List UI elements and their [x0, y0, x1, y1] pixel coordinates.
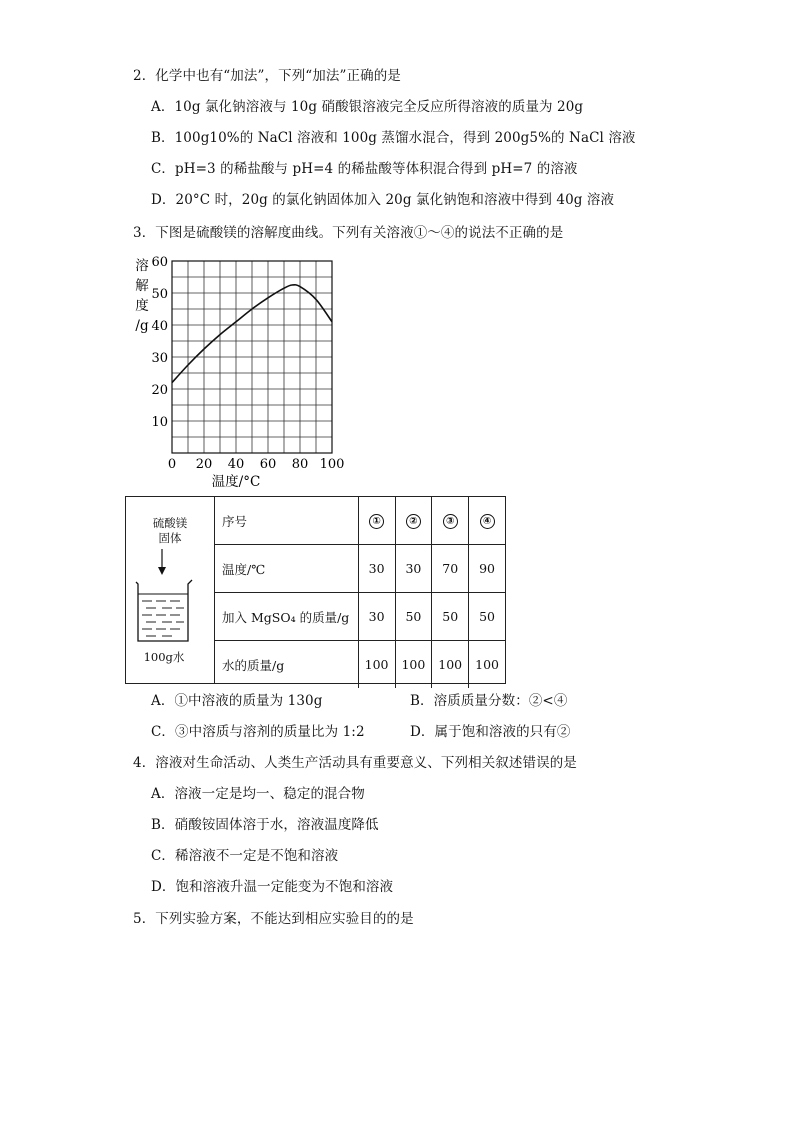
q3-option-b: B．溶质质量分数：②<④ — [410, 693, 568, 709]
experiment-table-block — [125, 496, 506, 684]
q4-option-a: A．溶液一定是均一、稳定的混合物 — [151, 786, 365, 802]
q4-option-c: C．稀溶液不一定是不饱和溶液 — [151, 848, 339, 864]
table-cell — [358, 497, 395, 545]
beaker-illustration — [126, 497, 215, 683]
y-axis-label: 溶 — [135, 258, 149, 274]
q4-option-b: B．硝酸铵固体溶于水，溶液温度降低 — [151, 817, 379, 833]
beaker-label-1: 硫酸镁 — [152, 516, 188, 530]
y-tick-label: 30 — [151, 351, 168, 366]
table-cell: 100 — [395, 641, 432, 689]
row-label: 温度/℃ — [214, 545, 358, 593]
table-cell: 90 — [469, 545, 505, 593]
circled-number: ② — [406, 514, 421, 529]
table-row — [214, 545, 505, 593]
q4-option-d: D．饱和溶液升温一定能变为不饱和溶液 — [151, 879, 394, 895]
solubility-chart — [128, 252, 358, 492]
y-tick-label: 60 — [151, 255, 168, 270]
table-cell — [395, 497, 432, 545]
table-cell: 100 — [469, 641, 505, 689]
beaker-label-2: 固体 — [158, 531, 182, 545]
y-axis-label: 度 — [135, 298, 149, 314]
table-cell: 30 — [358, 545, 395, 593]
circled-number: ④ — [480, 514, 495, 529]
table-cell: 100 — [432, 641, 469, 689]
x-tick-label: 0 — [167, 457, 177, 472]
x-tick-label: 80 — [291, 457, 309, 472]
table-cell: 70 — [432, 545, 469, 593]
q4-stem: 4．溶液对生命活动、人类生产活动具有重要意义、下列相关叙述错误的是 — [133, 755, 577, 771]
table-row — [214, 497, 505, 545]
circled-number: ③ — [443, 514, 458, 529]
x-axis-label: 温度/°C — [211, 474, 261, 490]
x-tick-label: 60 — [259, 457, 277, 472]
table-cell: 30 — [395, 545, 432, 593]
y-axis-label: /g — [135, 318, 149, 334]
row-label: 水的质量/g — [214, 641, 358, 689]
q2-option-a: A．10g 氯化钠溶液与 10g 硝酸银溶液完全反应所得溶液的质量为 20g — [151, 99, 584, 115]
q2-option-d: D．20°C 时，20g 的氯化钠固体加入 20g 氯化钠饱和溶液中得到 40g 溶液 — [151, 192, 615, 208]
beaker-water-label: 100g水 — [143, 650, 185, 664]
table-cell: 50 — [469, 593, 505, 641]
x-tick-label: 100 — [319, 457, 345, 472]
table-cell: 50 — [432, 593, 469, 641]
row-label: 加入 MgSO₄ 的质量/g — [214, 593, 358, 641]
circled-number: ① — [369, 514, 384, 529]
q2-option-b: B．100g10%的 NaCl 溶液和 100g 蒸馏水混合，得到 200g5%的 NaCl 溶液 — [151, 130, 636, 146]
data-table — [214, 497, 505, 688]
q3-option-c: C．③中溶质与溶剂的质量比为 1:2 — [151, 724, 365, 740]
q2-option-c: C．pH=3 的稀盐酸与 pH=4 的稀盐酸等体积混合得到 pH=7 的溶液 — [151, 161, 578, 177]
q2-stem: 2．化学中也有“加法”，下列“加法”正确的是 — [133, 68, 401, 84]
q5-stem: 5．下列实验方案，不能达到相应实验目的的是 — [133, 911, 414, 927]
q3-option-a: A．①中溶液的质量为 130g — [151, 693, 323, 709]
x-tick-label: 20 — [195, 457, 213, 472]
y-axis-label: 解 — [135, 278, 149, 294]
table-cell — [469, 497, 505, 545]
table-cell: 100 — [358, 641, 395, 689]
table-cell: 50 — [395, 593, 432, 641]
y-tick-label: 20 — [151, 383, 168, 398]
q3-stem: 3．下图是硫酸镁的溶解度曲线。下列有关溶液①～④的说法不正确的是 — [133, 225, 564, 241]
table-cell — [432, 497, 469, 545]
y-tick-label: 10 — [151, 415, 168, 430]
table-row — [214, 641, 505, 689]
q3-option-d: D．属于饱和溶液的只有② — [410, 724, 571, 740]
table-cell: 30 — [358, 593, 395, 641]
y-tick-label: 40 — [151, 319, 168, 334]
y-tick-label: 50 — [151, 287, 168, 302]
row-label: 序号 — [214, 497, 358, 545]
table-row — [214, 593, 505, 641]
x-tick-label: 40 — [227, 457, 245, 472]
